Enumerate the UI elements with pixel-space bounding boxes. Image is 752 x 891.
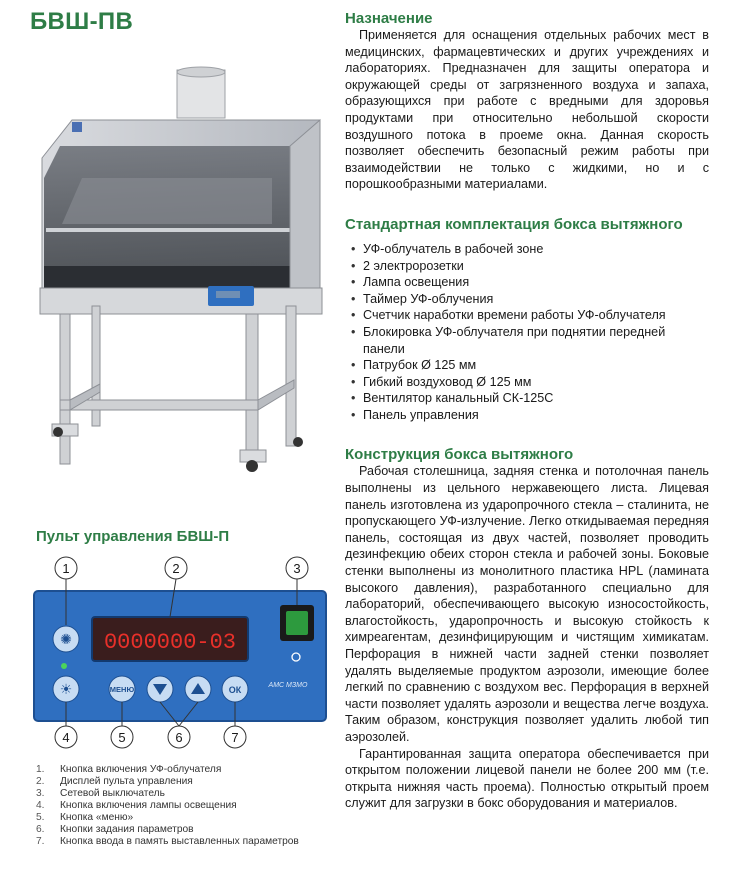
light-icon: ☀: [59, 681, 73, 697]
callout-3: 3: [293, 561, 301, 576]
callout-7: 7: [231, 730, 239, 745]
panel-legend: [36, 764, 336, 848]
legend-item: 3. Сетевой выключатель: [36, 788, 165, 799]
list-item: • Гибкий воздуховод Ø 125 мм: [351, 374, 709, 391]
description-column: [345, 10, 709, 812]
control-panel-diagram: [30, 553, 330, 755]
callout-1: 1: [62, 561, 70, 576]
purpose-heading: Назначение: [345, 10, 433, 27]
callout-2: 2: [172, 561, 180, 576]
callout-6: 6: [175, 730, 183, 745]
brand-logo-text: АМС МЗМО: [268, 682, 308, 689]
list-item: • УФ-облучатель в рабочей зоне: [351, 241, 709, 258]
list-item: • Вентилятор канальный СК-125С: [351, 390, 709, 407]
page-title: БВШ-ПВ: [30, 8, 134, 35]
power-switch-rocker: [286, 611, 308, 635]
list-item: • Лампа освещения: [351, 274, 709, 291]
construction-text-2: Гарантированная защита оператора обеспечивается при открытом положении лицевой панели не более 200 мм (т.е. открыта нижняя часть проема). Полностью открытый проем служит для загрузки в бокс оборудования и материалов.: [345, 746, 709, 811]
fume-hood-illustration: [22, 48, 340, 488]
panel-heading: Пульт управления БВШ-П: [36, 528, 230, 545]
legend-item: 2. Дисплей пульта управления: [36, 776, 193, 787]
list-item: • Блокировка УФ-облучателя при поднятии передней панели: [351, 324, 709, 357]
indicator-led: [61, 663, 67, 669]
uv-lamp-icon: ✺: [60, 631, 72, 647]
list-item: • Панель управления: [351, 407, 709, 424]
legend-item: 4. Кнопка включения лампы освещения: [36, 800, 237, 811]
menu-button-label: МЕНЮ: [109, 685, 135, 694]
legend-item: 1. Кнопка включения УФ-облучателя: [36, 764, 222, 775]
callout-5: 5: [118, 730, 126, 745]
ok-button-label: ОК: [228, 685, 242, 695]
display-readout: 0000000-03: [103, 630, 237, 655]
list-item: • Патрубок Ø 125 мм: [351, 357, 709, 374]
list-item: • Таймер УФ-облучения: [351, 291, 709, 308]
legend-item: 5. Кнопка «меню»: [36, 812, 134, 823]
legend-item: 7. Кнопка ввода в память выставленных параметров: [36, 836, 299, 847]
kit-heading: Стандартная комплектация бокса вытяжного: [345, 215, 683, 233]
construction-heading: Конструкция бокса вытяжного: [345, 446, 574, 464]
purpose-text: Применяется для оснащения отдельных рабочих мест в медицинских, фармацевтических и других учреждениях и лабораториях. Предназначен для защиты оператора и окружающей среды от загрязненного воздуха и запаха, образующихся при работе с вредными для здоровья продуктами при относительно небольшой скорости воздушного потока в проеме окна. Данная скорость позволяет обеспечить безопасный режим работы при взаимодействии не только с жидкими, но и с порошкообразными материалами.: [345, 28, 709, 192]
list-item: • 2 электророзетки: [351, 258, 709, 275]
kit-list: [345, 241, 709, 424]
construction-text-1: Рабочая столешница, задняя стенка и потолочная панель выполнены из цельного нержавеющего листа. Лицевая панель изготовлена из ударопрочного стекла – сталинита, не пропускающего УФ-излучение. Легко откидываемая передняя панель, состоящая из двух частей, позволяет проводить дезинфекцию обеих сторон стекла и рабочей зоны. Боковые стенки выполнены из монолитного пластика HPL (ламината высокого давления), разработанного специально для лабораторий, обеспечивающего высокую износостойкость, влагостойкость, ударопрочность и высокую стойкость к химреагентам, дезинфицирующим и чистящим химикатам. Перфорация в нижней части задней стенки позволяет удалять выделяемые продуктом аэрозоли, имеющие более легкий по сравнению с воздухом вес. Перфорация в верхней части позволяет удалять аэрозоли и вещества легче воздуха. Таким образом, конструкция позволяет удалить любой тип аэрозолей.: [345, 464, 709, 744]
legend-item: 6. Кнопки задания параметров: [36, 824, 194, 835]
callout-4: 4: [62, 730, 70, 745]
list-item: • Счетчик наработки времени работы УФ-облучателя: [351, 307, 709, 324]
